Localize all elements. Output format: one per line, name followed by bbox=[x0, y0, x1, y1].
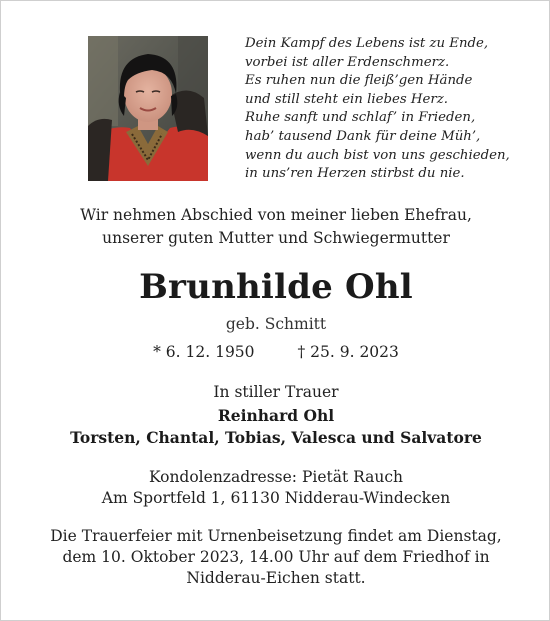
ceremony-line: Nidderau-Eichen statt. bbox=[186, 569, 366, 587]
poem-line: hab’ tausend Dank für deine Müh’, bbox=[245, 128, 481, 144]
death-date: † 25. 9. 2023 bbox=[297, 343, 399, 361]
ceremony-line: Die Trauerfeier mit Urnenbeisetzung findet am Dienstag, bbox=[50, 527, 502, 545]
poem bbox=[245, 35, 541, 184]
poem-line: in uns’ren Herzen stirbst du nie. bbox=[245, 166, 465, 182]
life-dates bbox=[1, 341, 550, 363]
poem-line: und still steht ein liebes Herz. bbox=[245, 91, 448, 107]
deceased-name: Brunhilde Ohl bbox=[139, 267, 413, 307]
maiden-name: geb. Schmitt bbox=[225, 315, 327, 333]
poem-line: wenn du auch bist von uns geschieden, bbox=[245, 147, 510, 163]
poem-line: Es ruhen nun die fleiß’gen Hände bbox=[245, 73, 473, 89]
mourner-family: Torsten, Chantal, Tobias, Valesca und Salvatore bbox=[70, 428, 482, 447]
ceremony-line: dem 10. Oktober 2023, 14.00 Uhr auf dem Friedhof in bbox=[62, 548, 490, 566]
address-line: Kondolenzadresse: Pietät Rauch bbox=[148, 468, 404, 486]
mourner-spouse: Reinhard Ohl bbox=[217, 406, 335, 425]
address-line: Am Sportfeld 1, 61130 Nidderau-Windecken bbox=[101, 489, 451, 507]
intro-line: unserer guten Mutter und Schwiegermutter bbox=[102, 228, 450, 247]
ceremony-info bbox=[1, 526, 550, 589]
portrait-photo bbox=[88, 36, 208, 181]
poem-line: vorbei ist aller Erdenschmerz. bbox=[245, 54, 450, 70]
farewell-intro bbox=[1, 204, 550, 249]
intro-line: Wir nehmen Abschied von meiner lieben Ehefrau, bbox=[80, 206, 472, 224]
mourning-label: In stiller Trauer bbox=[213, 383, 339, 401]
birth-date: * 6. 12. 1950 bbox=[153, 343, 255, 361]
condolence-address bbox=[1, 467, 550, 509]
poem-line: Dein Kampf des Lebens ist zu Ende, bbox=[245, 36, 489, 51]
poem-line: Ruhe sanft und schlaf’ in Frieden, bbox=[245, 110, 476, 126]
